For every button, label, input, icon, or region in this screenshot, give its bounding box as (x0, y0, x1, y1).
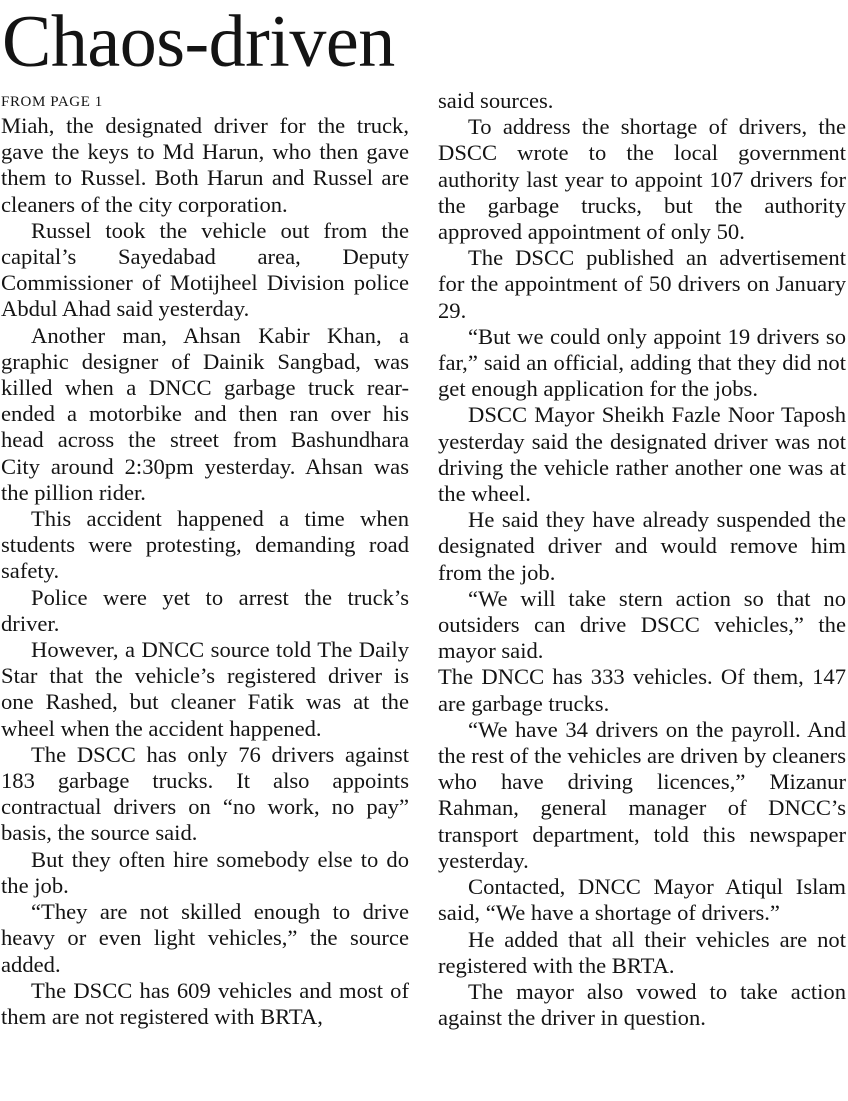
paragraph: To address the shortage of drivers, the DSCC wrote to the local government authority last year to appoint 107 drivers for the garbage trucks, but the authority approved appointment of only 50. (438, 114, 846, 245)
paragraph: He added that all their vehicles are not registered with the BRTA. (438, 926, 846, 978)
paragraph: Russel took the vehicle out from the capital’s Sayedabad area, Deputy Commissioner of Motijheel Division police Abdul Ahad said yesterday. (1, 217, 409, 322)
paragraph: The DSCC published an advertisement for the appointment of 50 drivers on January 29. (438, 245, 846, 323)
paragraph: Another man, Ahsan Kabir Khan, a graphic designer of Dainik Sangbad, was killed when a DNCC garbage truck rear-ended a motorbike and then ran over his head across the street from Bashundhara City around 2:30pm yesterday. Ahsan was the pillion rider. (1, 322, 409, 505)
paragraph: This accident happened a time when students were protesting, demanding road safety. (1, 506, 409, 584)
paragraph: He said they have already suspended the designated driver and would remove him from the job. (438, 507, 846, 585)
paragraph: said sources. (438, 88, 554, 113)
paragraph: The DNCC has 333 vehicles. Of them, 147 are garbage trucks. (438, 664, 846, 716)
paragraph: Contacted, DNCC Mayor Atiqul Islam said, “We have a shortage of drivers.” (438, 874, 846, 926)
jump-label: FROM PAGE 1 (1, 94, 103, 110)
headline: Chaos-driven (2, 1, 395, 83)
article-column-right (438, 88, 846, 1031)
paragraph: However, a DNCC source told The Daily Star that the vehicle’s registered driver is one Rashed, but cleaner Fatik was at the wheel when the accident happened. (1, 637, 409, 741)
paragraph: Police were yet to arrest the truck’s driver. (1, 584, 409, 636)
paragraph: “We will take stern action so that no outsiders can drive DSCC vehicles,” the mayor said. (438, 585, 846, 664)
paragraph: The DSCC has only 76 drivers against 183 garbage trucks. It also appoints contractual drivers on “no work, no pay” basis, the source said. (1, 741, 409, 846)
paragraph: “They are not skilled enough to drive heavy or even light vehicles,” the source added. (1, 899, 409, 977)
paragraph: The mayor also vowed to take action against the driver in question. (438, 978, 846, 1031)
paragraph: Miah, the designated driver for the truck, gave the keys to Md Harun, who then gave them to Russel. Both Harun and Russel are cleaners of the city corporation. (1, 113, 409, 217)
paragraph: The DSCC has 609 vehicles and most of them are not registered with BRTA, (1, 977, 409, 1029)
article-column-left (1, 91, 409, 1030)
paragraph: But they often hire somebody else to do the job. (1, 846, 409, 898)
paragraph: DSCC Mayor Sheikh Fazle Noor Taposh yesterday said the designated driver was not driving the vehicle rather another one was at the wheel. (438, 402, 846, 507)
paragraph: “But we could only appoint 19 drivers so far,” said an official, adding that they did not get enough application for the jobs. (438, 323, 846, 402)
paragraph: “We have 34 drivers on the payroll. And the rest of the vehicles are driven by cleaners who have driving licences,” Mizanur Rahman, general manager of DNCC’s transport department, told this newspaper yesterday. (438, 716, 846, 873)
